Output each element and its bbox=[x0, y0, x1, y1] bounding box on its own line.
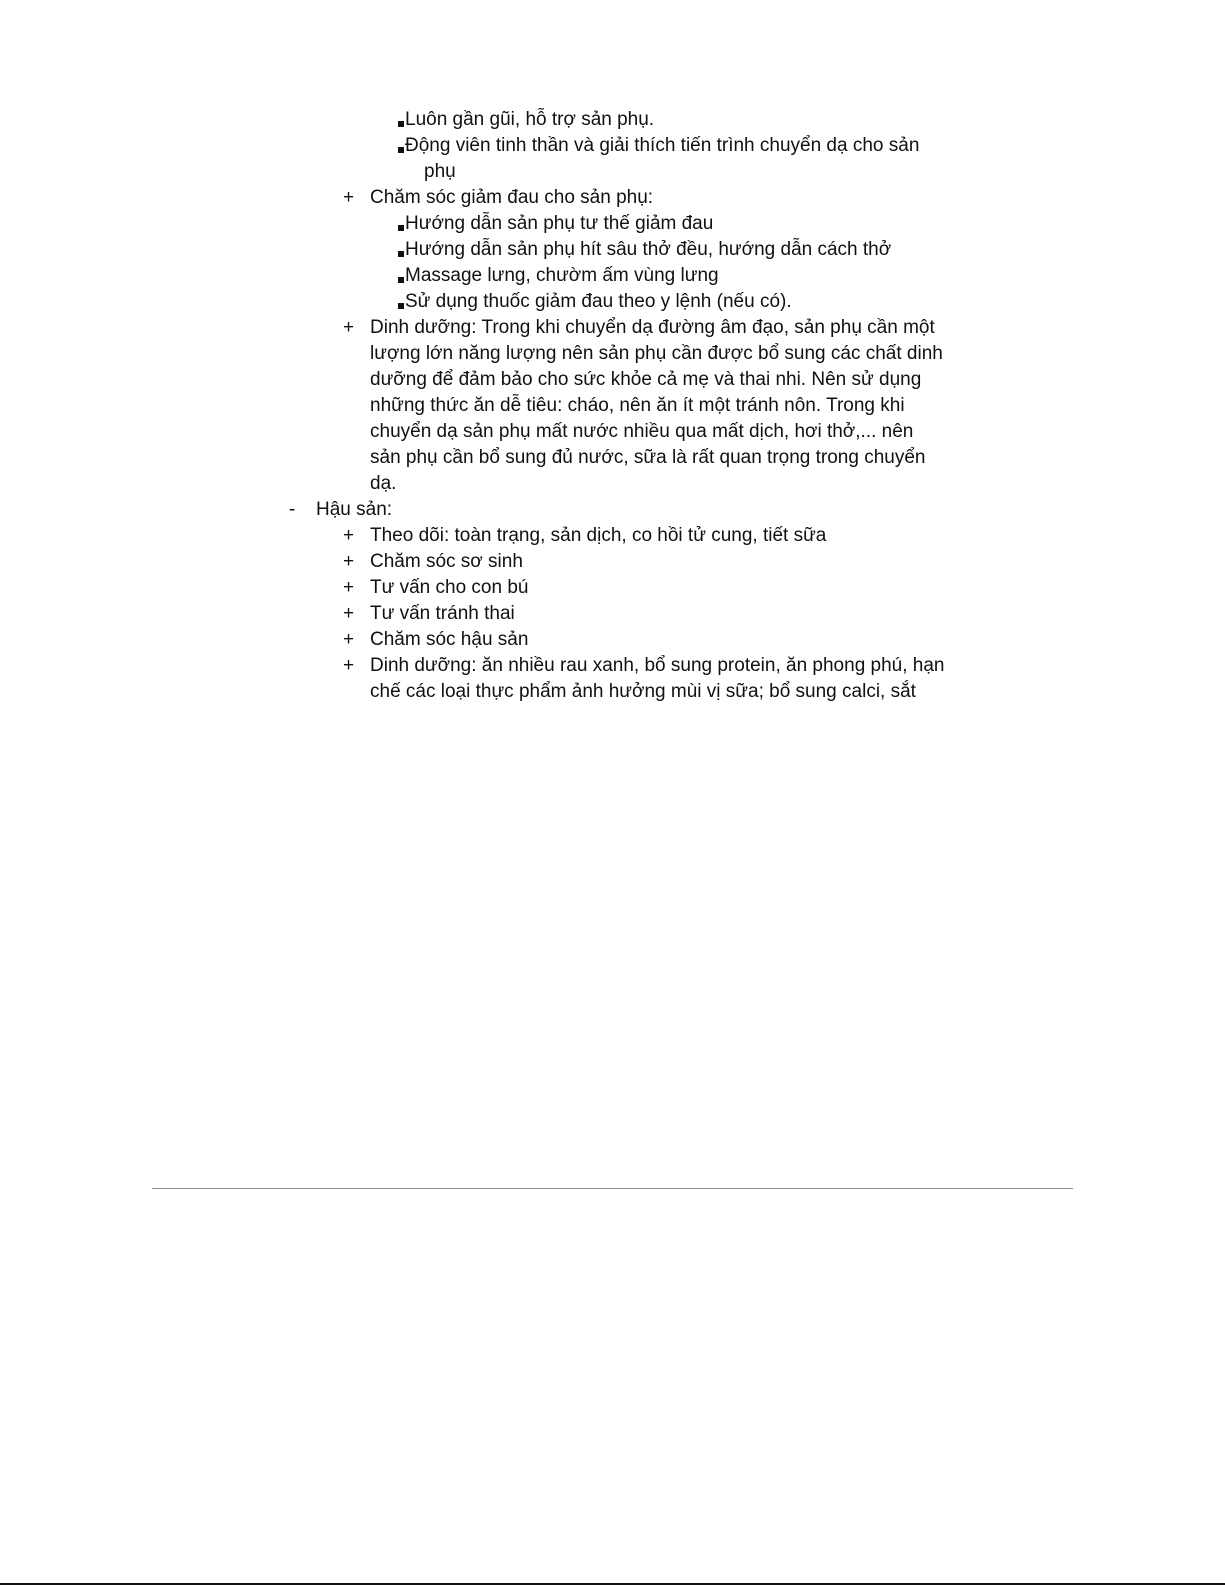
dash-marker: - bbox=[289, 499, 296, 520]
paragraph-line: dạ. bbox=[370, 473, 397, 494]
plus-marker: + bbox=[343, 551, 355, 572]
paragraph-line: Dinh dưỡng: Trong khi chuyển dạ đường âm đạo, sản phụ cần một bbox=[370, 317, 935, 338]
paragraph-line: những thức ăn dễ tiêu: cháo, nên ăn ít một tránh nôn. Trong khi bbox=[370, 395, 905, 416]
plus-marker: + bbox=[343, 577, 355, 598]
list-item: Tư vấn tránh thai bbox=[370, 603, 515, 624]
square-bullet-icon bbox=[398, 225, 404, 231]
bullet-item: Hướng dẫn sản phụ tư thế giảm đau bbox=[405, 213, 714, 234]
pain-care-heading: Chăm sóc giảm đau cho sản phụ: bbox=[370, 187, 654, 208]
list-item: Tư vấn cho con bú bbox=[370, 577, 529, 598]
bullet-item: Luôn gần gũi, hỗ trợ sản phụ. bbox=[405, 109, 655, 130]
plus-marker: + bbox=[343, 525, 355, 546]
plus-marker: + bbox=[343, 317, 355, 338]
paragraph-line: chuyển dạ sản phụ mất nước nhiều qua mất dịch, hơi thở,... nên bbox=[370, 421, 914, 442]
bullet-item: Động viên tinh thần và giải thích tiến trình chuyển dạ cho sản bbox=[405, 135, 920, 156]
paragraph-line: dưỡng để đảm bảo cho sức khỏe cả mẹ và thai nhi. Nên sử dụng bbox=[370, 369, 922, 390]
plus-marker: + bbox=[343, 603, 355, 624]
bullet-item: Hướng dẫn sản phụ hít sâu thở đều, hướng dẫn cách thở bbox=[405, 239, 892, 260]
plus-marker: + bbox=[343, 187, 355, 208]
list-item: Theo dõi: toàn trạng, sản dịch, co hồi tử cung, tiết sữa bbox=[370, 525, 827, 546]
bullet-item-continuation: phụ bbox=[424, 161, 456, 182]
postpartum-heading: Hậu sản: bbox=[316, 499, 393, 520]
page-divider bbox=[152, 1188, 1073, 1189]
square-bullet-icon bbox=[398, 303, 404, 309]
plus-marker: + bbox=[343, 629, 355, 650]
square-bullet-icon bbox=[398, 121, 404, 127]
paragraph-line: chế các loại thực phẩm ảnh hưởng mùi vị sữa; bổ sung calci, sắt bbox=[370, 681, 916, 702]
plus-marker: + bbox=[343, 655, 355, 676]
paragraph-line: sản phụ cần bổ sung đủ nước, sữa là rất quan trọng trong chuyển bbox=[370, 447, 926, 468]
list-item: Chăm sóc sơ sinh bbox=[370, 551, 523, 572]
square-bullet-icon bbox=[398, 147, 404, 153]
paragraph-line: lượng lớn năng lượng nên sản phụ cần được bổ sung các chất dinh bbox=[370, 343, 943, 364]
square-bullet-icon bbox=[398, 251, 404, 257]
square-bullet-icon bbox=[398, 277, 404, 283]
list-item: Chăm sóc hậu sản bbox=[370, 629, 529, 650]
bullet-item: Massage lưng, chườm ấm vùng lưng bbox=[405, 265, 719, 286]
paragraph-line: Dinh dưỡng: ăn nhiều rau xanh, bổ sung protein, ăn phong phú, hạn bbox=[370, 655, 945, 676]
bullet-item: Sử dụng thuốc giảm đau theo y lệnh (nếu có). bbox=[405, 291, 792, 312]
